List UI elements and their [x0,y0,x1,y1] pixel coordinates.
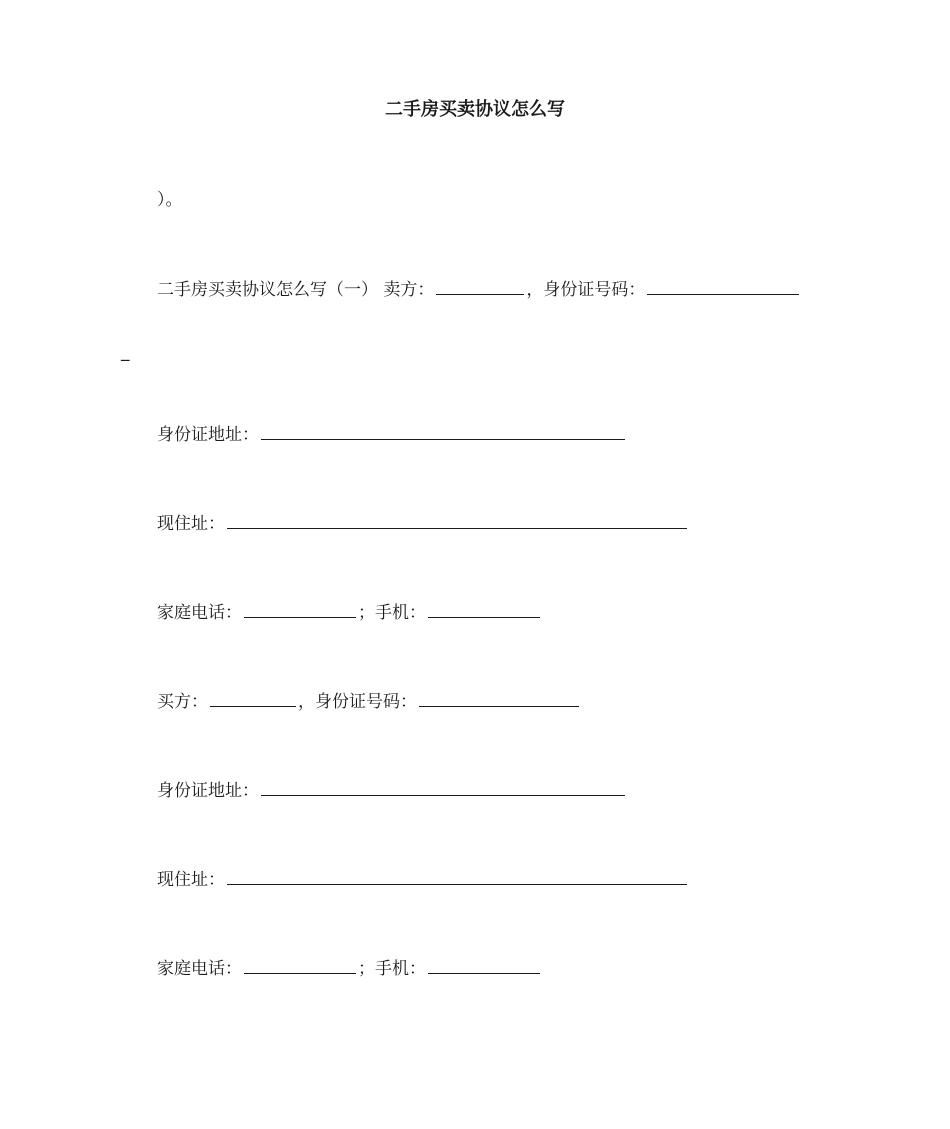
text-fragment: ）。 [157,190,183,210]
buyer-id-address-line [157,777,627,803]
stray-underscore: _ [121,342,130,362]
seller-name-line [157,276,801,302]
seller-name-blank[interactable] [436,276,524,295]
seller-home-phone-label: 家庭电话： [157,603,242,623]
buyer-current-address-label: 现住址： [157,870,225,890]
buyer-current-address-blank[interactable] [227,866,687,885]
seller-mobile-blank[interactable] [428,599,540,618]
buyer-id-address-blank[interactable] [261,777,625,796]
buyer-id-blank[interactable] [419,688,579,707]
seller-current-address-line [157,510,689,536]
seller-home-phone-blank[interactable] [244,599,356,618]
seller-name-label: 卖方： [383,280,435,300]
seller-id-label: ，身份证号码： [526,280,646,300]
buyer-home-phone-blank[interactable] [244,955,356,974]
buyer-mobile-blank[interactable] [428,955,540,974]
buyer-name-line [157,688,581,714]
seller-id-blank[interactable] [647,276,799,295]
seller-id-address-line [157,421,627,447]
buyer-phone-line [157,955,542,981]
buyer-mobile-label: ；手机： [358,959,426,979]
buyer-name-blank[interactable] [210,688,296,707]
seller-id-address-blank[interactable] [261,421,625,440]
buyer-id-label: ，身份证号码： [298,692,417,712]
seller-current-address-label: 现住址： [157,514,225,534]
intro-heading: 二手房买卖协议怎么写（一） [157,280,378,300]
seller-phone-line [157,599,542,625]
document-title: 二手房买卖协议怎么写 [385,99,565,120]
seller-mobile-label: ；手机： [358,603,426,623]
seller-id-address-label: 身份证地址： [157,425,259,445]
buyer-home-phone-label: 家庭电话： [157,959,242,979]
seller-current-address-blank[interactable] [227,510,687,529]
buyer-current-address-line [157,866,689,892]
buyer-name-label: 买方： [157,692,208,712]
buyer-id-address-label: 身份证地址： [157,781,259,801]
